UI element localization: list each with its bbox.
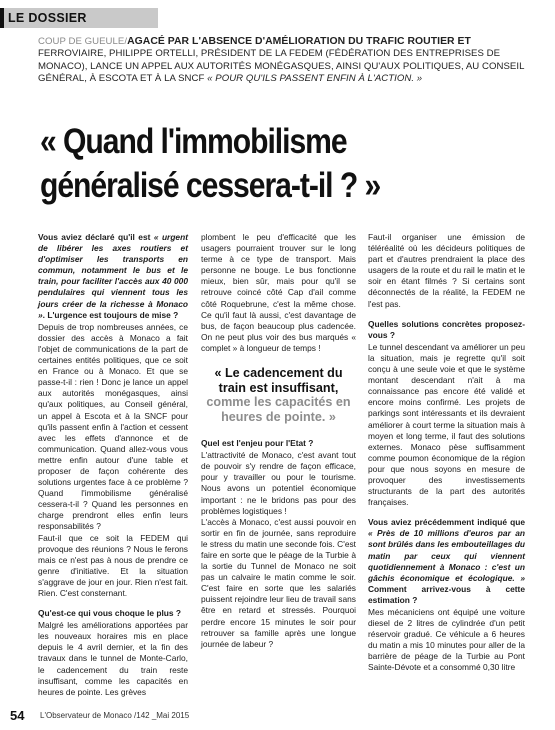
- answer-paragraph: Mes mécaniciens ont équipé une voiture diesel de 2 litres de cylindrée d'un petit réservoir gradué. Ce véhicule a 6 heures du matin a mis 10 minutes pour aller de la barrière de péage de la Turbie au Pont Sainte-Dévote et a consommé 0,30 litre: [368, 607, 525, 673]
- answer-paragraph: Faut-il que ce soit la FEDEM qui provoque des réunions ? Nous le ferons mais ce n'est pas à nous de prendre ce genre d'initiative. Et la situation s'aggrave de jour en jour. Rien n'est fait. Rien. C'est consternant.: [38, 532, 188, 598]
- magazine-credit: L'Observateur de Monaco /142 _Mai 2015: [40, 711, 190, 720]
- page-footer: [10, 708, 550, 724]
- intro-text: [38, 36, 538, 86]
- answer-paragraph: Le tunnel descendant va améliorer un peu la situation, mais je regrette qu'il soit conçu à une seule voie et que le système montant descendant n'ait à ma connaissance pas encore été validé et encore moins confirmé. Les projets de parkings sont intéressants et ils devraient améliorer à court terme la situation mais à moyen et long terme, il faut des solutions externes. Monaco pèse suffisamment comme poumon économique de la région pour que nous soyons en mesure de provoquer des investissements structurants de la part des autorités françaises.: [368, 341, 525, 508]
- headline-line-1: « Quand l'immobilisme: [40, 122, 347, 161]
- question: Quelles solutions concrètes proposez-vous ?: [368, 318, 525, 340]
- intro-lead: AGACÉ PAR L'ABSENCE D'AMÉLIORATION DU TRAFIC ROUTIER ET: [127, 36, 471, 47]
- question: Quel est l'enjeu pour l'Etat ?: [201, 438, 314, 449]
- article-column-3: [368, 232, 525, 674]
- pull-quote-grey: comme les capacités en heures de pointe. »: [206, 395, 351, 424]
- pull-quote: [203, 366, 354, 424]
- intro-quote: « POUR QU'ILS PASSENT ENFIN À L'ACTION. »: [207, 73, 423, 85]
- intro-body: FERROVIAIRE, PHILIPPE ORTELLI, PRÉSIDENT DE LA FEDEM (FÉDÉRATION DES ENTREPRISES DE MONACO), LANCE UN APPEL AUX AUTORITÉS MONÉGASQUES, AINSI QU'AUX POLITIQUES, AU CONSEIL GÉNÉRAL, À ESCOTA ET À LA SNCF: [38, 48, 525, 85]
- answer-paragraph: Faut-il organiser une émission de téléréalité où les décideurs politiques de part et d'autres prendraient la place des usagers de la route et du rail le matin et le soir en étant filmés ? Si certains sont déconnectés de la réalité, la FEDEM ne l'est pas.: [368, 232, 525, 309]
- answer-paragraph: plombent le peu d'efficacité que les usagers pourraient trouver sur le long terme à ce type de transport. Mais personne ne bouge. Le bus fonctionne mieux, bien sûr, mais pour qu'il se retrouve coincé côté Cap d'ail comme côté Roquebrune, c'est la même chose. Ce qu'il faut là aussi, c'est davantage de bus, de façon beaucoup plus cadencée. On ne peut plus voir des bus marqués « complet » à longueur de temps !: [201, 232, 356, 353]
- section-label: LE DOSSIER: [8, 11, 87, 25]
- headline-line-2: généralisé cessera-t-il ? »: [40, 166, 381, 205]
- question: Vous aviez déclaré qu'il est « urgent de libérer les axes routiers et d'optimiser les transports en commun, notamment le bus et le train, pour faciliter l'accès aux 40 000 pendulaires qui viennent tous les jours créer de la richesse à Monaco ». L'urgence est toujours de mise ?: [38, 232, 188, 320]
- article-column-2: [201, 232, 356, 650]
- question: Qu'est-ce qui vous choque le plus ?: [38, 608, 181, 619]
- answer-paragraph: L'attractivité de Monaco, c'est avant tout de pouvoir s'y rendre de façon efficace, pour y travailler ou pour le tourisme. Nous avons un potentiel économique important : ne le bridons pas pour des problèmes logistiques !: [201, 450, 356, 516]
- answer-paragraph: Malgré les améliorations apportées par les nouveaux horaires mis en place depuis le 4 avril dernier, et la fin des travaux dans le tunnel de Monte-Carlo, le cadencement du train reste insuffisant, comme les capacités en heures de pointe. Les grèves: [38, 620, 188, 697]
- section-header: [0, 8, 158, 28]
- pull-quote-dark: « Le cadencement du train est insuffisant,: [214, 366, 343, 395]
- answer-paragraph: Depuis de trop nombreuses années, ce dossier des accès à Monaco a fait l'objet de communications de la part de certaines entités politiques, que ce soit en France ou à Monaco. Et que se passe-t-il : rien ! Donc je lance un appel aux autorités monégasques, ainsi qu'aux politiques, au Conseil général, un appel à Escota et à la SNCF pour qu'ils passent enfin à l'action et cessent avec les effets d'annonce et de communication. Quand allez-vous vous mettre enfin autour d'une table et proposer de façon cohérente des solutions urgentes face à ce problème ? Quand l'immobilisme généralisé cessera-t-il ? Quand les personnes en charge prendront elles enfin leurs responsabilités ?: [38, 321, 188, 532]
- article-column-1: [38, 232, 188, 698]
- section-marker: [0, 8, 4, 28]
- answer-paragraph: L'accès à Monaco, c'est aussi pouvoir en sortir en fin de journée, sans reproduire le stress du matin une seconde fois. C'est faire en sorte que le péage de la Turbie à la sortie du Tunnel de Monaco ne soit pas un calvaire le matin comme le soir. C'est faire en sorte que les salariés puissent rejoindre leur lieu de travail sans être en retard et stressés. Pourquoi perdre encore 15 minutes le soir pour retrouver sa famille après une longue journée de labeur ?: [201, 516, 356, 649]
- question: Vous aviez précédemment indiqué que « Près de 10 millions d'euros par an sont brûlés dans les embouteillages du matin par ceux qui viennent quotidiennement à Monaco : c'est un gâchis économique et écologique. » Comment arrivez-vous à cette estimation ?: [368, 517, 525, 605]
- article-headline: [40, 120, 547, 208]
- intro-kicker: COUP DE GUEULE/: [38, 36, 128, 47]
- page-number: 54: [10, 708, 25, 723]
